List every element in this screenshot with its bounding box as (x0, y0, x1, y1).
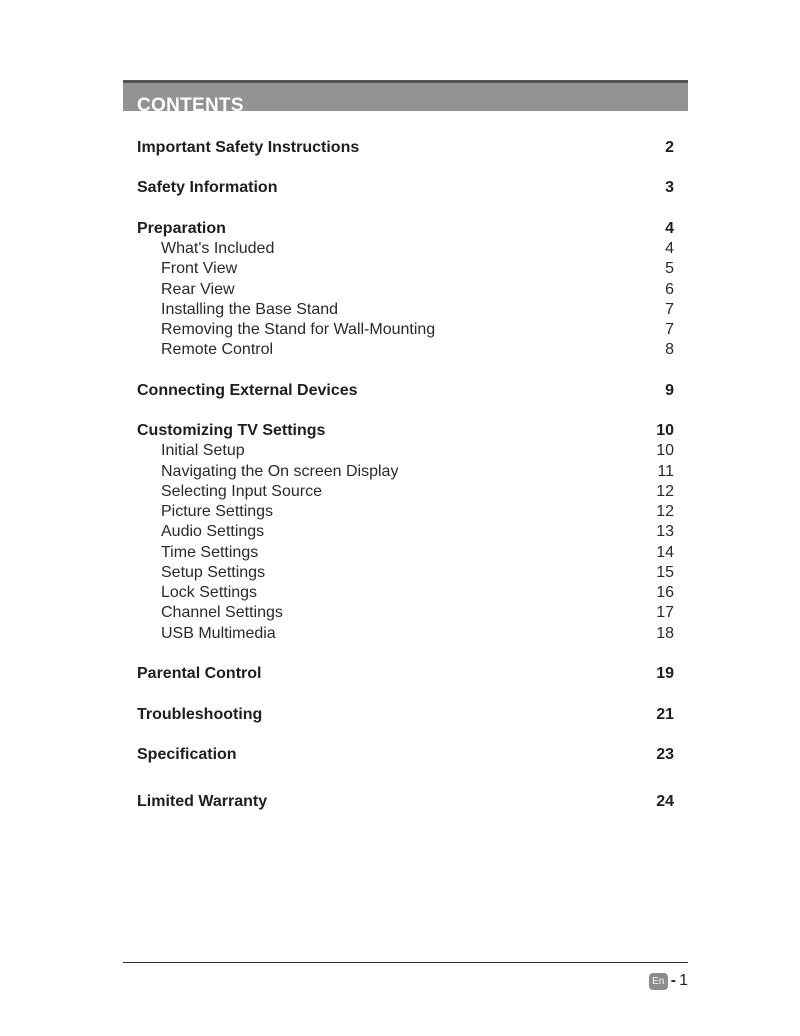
toc-entry-label: Navigating the On screen Display (161, 463, 399, 480)
toc-entry-page: 7 (665, 321, 674, 338)
toc-subentry-setup-settings (137, 563, 674, 583)
language-badge: En (649, 973, 668, 990)
toc-entry-label: Troubleshooting (137, 706, 263, 723)
toc-entry-page: 14 (656, 544, 674, 561)
toc-entry-label: Time Settings (161, 544, 259, 561)
toc-entry-page: 5 (665, 260, 674, 277)
toc-entry-page: 23 (656, 746, 674, 763)
page-title: CONTENTS (137, 95, 244, 111)
toc-entry-page: 18 (656, 625, 674, 642)
toc-entry-label: Front View (161, 260, 238, 277)
toc-entry-page: 19 (656, 665, 674, 682)
footer-divider (123, 962, 688, 963)
toc-entry-safety-information (137, 178, 674, 198)
toc-entry-label: Customizing TV Settings (137, 422, 326, 439)
toc-subentry-installing-base-stand (137, 300, 674, 320)
toc-subentry-lock-settings (137, 583, 674, 603)
toc-entry-preparation (137, 219, 674, 239)
toc-subentry-initial-setup (137, 441, 674, 461)
toc-entry-label: USB Multimedia (161, 625, 276, 642)
toc-entry-page: 17 (656, 604, 674, 621)
toc-entry-page: 21 (656, 706, 674, 723)
toc-entry-customizing-tv-settings (137, 421, 674, 441)
toc-entry-label: Rear View (161, 281, 235, 298)
toc-subentry-time-settings (137, 543, 674, 563)
toc-entry-page: 6 (665, 281, 674, 298)
toc-entry-label: Important Safety Instructions (137, 139, 360, 156)
toc-entry-label: Preparation (137, 220, 226, 237)
page-number: 1 (679, 972, 688, 989)
toc-entry-page: 9 (665, 382, 674, 399)
toc-entry-label: Limited Warranty (137, 793, 268, 810)
toc-subentry-channel-settings (137, 603, 674, 623)
toc-entry-page: 12 (656, 483, 674, 500)
toc-entry-parental-control (137, 664, 674, 684)
toc-entry-label: Remote Control (161, 341, 274, 358)
toc-subentry-rear-view (137, 280, 674, 300)
toc-subentry-audio-settings (137, 522, 674, 542)
toc-entry-label: Specification (137, 746, 237, 763)
toc-entry-page: 15 (656, 564, 674, 581)
toc-entry-page: 10 (656, 442, 674, 459)
toc-entry-page: 10 (656, 422, 674, 439)
toc-entry-label: Channel Settings (161, 604, 283, 621)
toc-entry-page: 11 (657, 463, 674, 480)
contents-header-bar (123, 80, 688, 111)
toc-subentry-usb-multimedia (137, 624, 674, 644)
toc-entry-important-safety-instructions (137, 138, 674, 158)
toc-entry-label: Safety Information (137, 179, 278, 196)
toc-entry-page: 4 (665, 220, 674, 237)
toc-entry-limited-warranty (137, 792, 674, 812)
toc-entry-label: Picture Settings (161, 503, 274, 520)
toc-entry-page: 24 (656, 793, 674, 810)
toc-entry-label: Lock Settings (161, 584, 258, 601)
toc-entry-label: Connecting External Devices (137, 382, 358, 399)
toc-entry-specification (137, 745, 674, 765)
toc-entry-page: 2 (665, 139, 674, 156)
toc-subentry-navigating-osd (137, 462, 674, 482)
toc-entry-page: 3 (665, 179, 674, 196)
toc-entry-label: Selecting Input Source (161, 483, 322, 500)
toc-entry-label: Installing the Base Stand (161, 301, 339, 318)
toc-subentry-front-view (137, 259, 674, 279)
toc-entry-page: 12 (656, 503, 674, 520)
toc-entry-troubleshooting (137, 705, 674, 725)
toc-subentry-selecting-input-source (137, 482, 674, 502)
toc-subentry-remote-control (137, 340, 674, 360)
toc-entry-label: Removing the Stand for Wall-Mounting (161, 321, 436, 338)
toc-entry-page: 13 (656, 523, 674, 540)
toc-entry-page: 8 (665, 341, 674, 358)
toc-entry-label: What's Included (161, 240, 275, 257)
toc-subentry-picture-settings (137, 502, 674, 522)
toc-entry-page: 4 (665, 240, 674, 257)
footer-dash: - (670, 972, 677, 989)
toc-entry-label: Initial Setup (161, 442, 245, 459)
toc-subentry-whats-included (137, 239, 674, 259)
toc-entry-connecting-external-devices (137, 381, 674, 401)
toc-entry-label: Audio Settings (161, 523, 265, 540)
toc-entry-label: Parental Control (137, 665, 262, 682)
page-footer (649, 971, 688, 991)
toc-subentry-removing-stand (137, 320, 674, 340)
toc-entry-label: Setup Settings (161, 564, 266, 581)
toc-entry-page: 7 (665, 301, 674, 318)
toc-entry-page: 16 (656, 584, 674, 601)
